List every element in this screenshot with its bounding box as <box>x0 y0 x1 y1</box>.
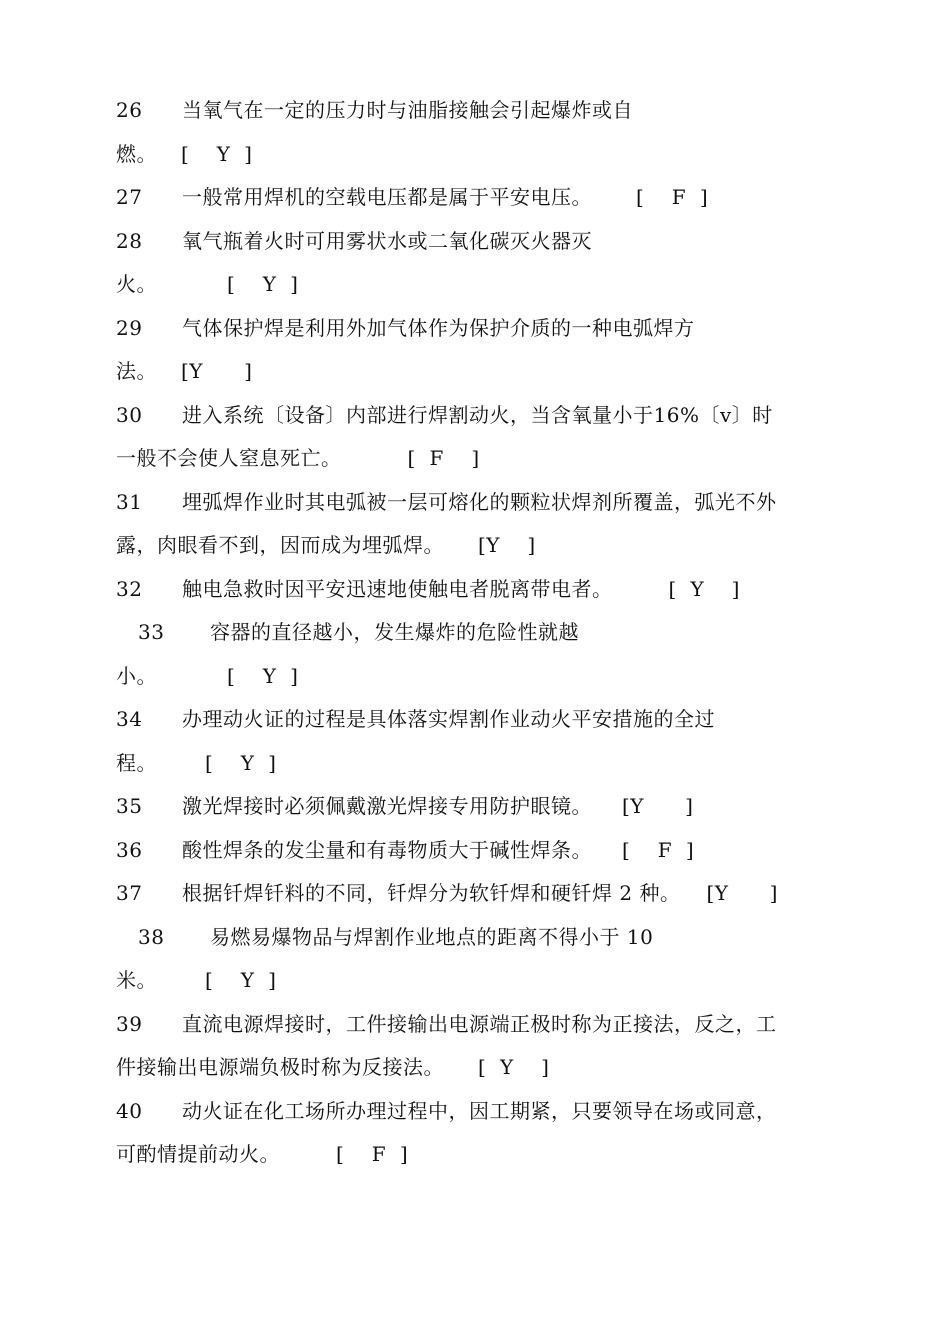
question-38-line <box>116 922 653 952</box>
answer-bracket: [Y ] <box>622 794 694 818</box>
question-text-continued: 米。 <box>116 968 157 992</box>
question-28-line <box>116 226 592 256</box>
question-text: 触电急救时因平安迅速地使触电者脱离带电者。 <box>182 577 613 601</box>
question-text-continued: 一般不会使人窒息死亡。 <box>116 446 342 470</box>
question-text: 根据钎焊钎料的不同，钎焊分为软钎焊和硬钎焊 2 种。 <box>182 881 681 905</box>
question-29-line <box>116 313 695 343</box>
question-39-continuation <box>116 1052 549 1082</box>
question-37-line <box>116 878 778 908</box>
question-text: 进入系统〔设备〕内部进行焊割动火，当含氧量小于16%〔v〕时 <box>182 403 773 427</box>
answer-bracket: [Y ] <box>706 881 778 905</box>
question-26-line <box>116 95 633 125</box>
question-text: 易燃易爆物品与焊割作业地点的距离不得小于 10 <box>210 925 654 949</box>
question-number: 30 <box>116 403 143 427</box>
question-text: 埋弧焊作业时其电弧被一层可熔化的颗粒状焊剂所覆盖，弧光不外 <box>182 490 777 514</box>
question-number: 32 <box>116 577 143 601</box>
question-33-line <box>116 617 579 647</box>
question-38-continuation <box>116 965 276 995</box>
question-text: 当氧气在一定的压力时与油脂接触会引起爆炸或自 <box>182 98 633 122</box>
question-number: 39 <box>116 1012 143 1036</box>
question-number: 37 <box>116 881 143 905</box>
question-text-continued: 小。 <box>116 664 157 688</box>
answer-bracket: [ Y ] <box>205 968 277 992</box>
answer-bracket: [ Y ] <box>181 142 253 166</box>
question-36-line <box>116 835 694 865</box>
question-number: 33 <box>138 620 165 644</box>
question-27-line <box>116 182 708 212</box>
question-33-continuation <box>116 661 298 691</box>
question-number: 35 <box>116 794 143 818</box>
question-30-continuation <box>116 443 480 473</box>
answer-bracket: [ Y ] <box>478 1055 550 1079</box>
question-text: 激光焊接时必须佩戴激光焊接专用防护眼镜。 <box>182 794 592 818</box>
question-40-line <box>116 1096 777 1126</box>
answer-bracket: [Y ] <box>478 533 536 557</box>
question-number: 27 <box>116 185 143 209</box>
answer-bracket: [ F ] <box>336 1142 409 1166</box>
question-text-continued: 燃。 <box>116 142 157 166</box>
question-text: 气体保护焊是利用外加气体作为保护介质的一种电弧焊方 <box>182 316 695 340</box>
answer-bracket: [ F ] <box>407 446 480 470</box>
question-26-continuation <box>116 139 252 169</box>
question-number: 40 <box>116 1099 143 1123</box>
question-32-line <box>116 574 740 604</box>
question-text-continued: 程。 <box>116 751 157 775</box>
question-30-line <box>116 400 773 430</box>
question-text-continued: 火。 <box>116 272 157 296</box>
question-number: 31 <box>116 490 143 514</box>
question-29-continuation <box>116 356 252 386</box>
question-number: 36 <box>116 838 143 862</box>
question-text: 一般常用焊机的空载电压都是属于平安电压。 <box>182 185 592 209</box>
answer-bracket: [ Y ] <box>227 272 299 296</box>
question-text-continued: 件接输出电源端负极时称为反接法。 <box>116 1055 444 1079</box>
question-text: 氧气瓶着火时可用雾状水或二氧化碳灭火器灭 <box>182 229 592 253</box>
question-31-line <box>116 487 777 517</box>
question-number: 34 <box>116 707 143 731</box>
question-text-continued: 露，肉眼看不到，因而成为埋弧焊。 <box>116 533 444 557</box>
question-number: 29 <box>116 316 143 340</box>
answer-bracket: [ Y ] <box>668 577 740 601</box>
question-number: 28 <box>116 229 143 253</box>
answer-bracket: [ Y ] <box>205 751 277 775</box>
question-34-line <box>116 704 715 734</box>
question-31-continuation <box>116 530 536 560</box>
question-40-continuation <box>116 1139 408 1169</box>
answer-bracket: [ Y ] <box>227 664 299 688</box>
question-text: 酸性焊条的发尘量和有毒物质大于碱性焊条。 <box>182 838 592 862</box>
answer-bracket: [ F ] <box>622 838 695 862</box>
question-text: 动火证在化工场所办理过程中，因工期紧，只要领导在场或同意， <box>182 1099 777 1123</box>
question-text: 办理动火证的过程是具体落实焊割作业动火平安措施的全过 <box>182 707 715 731</box>
question-text: 容器的直径越小，发生爆炸的危险性就越 <box>210 620 579 644</box>
question-28-continuation <box>116 269 298 299</box>
question-text-continued: 法。 <box>116 359 157 383</box>
answer-bracket: [Y ] <box>181 359 253 383</box>
question-text: 直流电源焊接时，工件接输出电源端正极时称为正接法，反之，工 <box>182 1012 777 1036</box>
question-34-continuation <box>116 748 276 778</box>
question-35-line <box>116 791 693 821</box>
question-number: 38 <box>138 925 165 949</box>
question-number: 26 <box>116 98 143 122</box>
question-39-line <box>116 1009 777 1039</box>
question-text-continued: 可酌情提前动火。 <box>116 1142 280 1166</box>
answer-bracket: [ F ] <box>636 185 709 209</box>
